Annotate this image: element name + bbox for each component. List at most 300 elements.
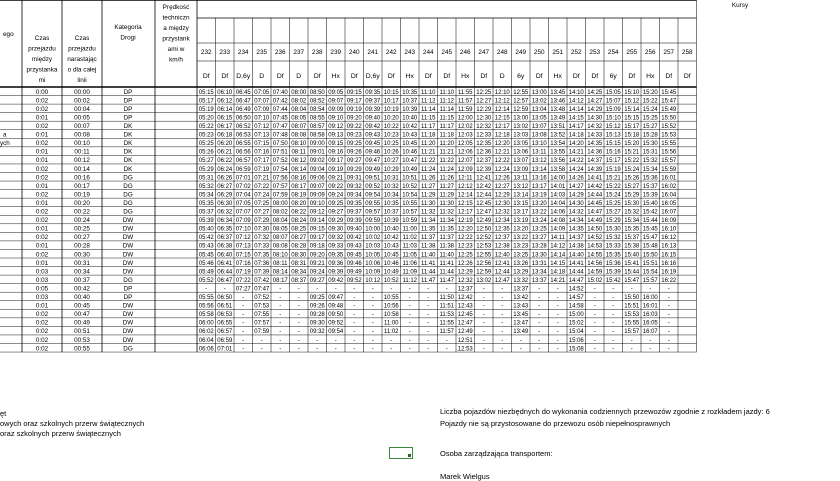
departure-time: 07:15 (254, 141, 270, 148)
departure-time: 12:26 (494, 175, 510, 182)
departure-time: 11:55 (439, 320, 455, 327)
departure-time: 13:08 (531, 132, 547, 139)
departure-time: 15:22 (624, 158, 640, 165)
departure-time: 13:03 (513, 132, 529, 139)
departure-time: - (649, 346, 652, 353)
course-code: 6y (609, 73, 617, 80)
departure-time: 09:31 (346, 175, 362, 182)
departure-time: 06:51 (217, 303, 233, 310)
course-code: Hx (553, 73, 562, 80)
departure-time: 10:46 (383, 260, 399, 267)
departure-time: 16:01 (661, 175, 677, 182)
road-category: DW (122, 336, 134, 344)
departure-time: 15:24 (624, 166, 640, 173)
departure-time: 12:32 (494, 209, 510, 216)
departure-time: - (445, 337, 448, 344)
departure-time: - (205, 286, 208, 293)
departure-time: 09:54 (328, 329, 344, 336)
departure-time: 14:47 (568, 277, 584, 284)
departure-time: - (445, 286, 448, 293)
departure-time: 07:47 (254, 286, 270, 293)
departure-time: 14:14 (550, 252, 566, 259)
departure-time: 13:37 (531, 277, 547, 284)
departure-time: 11:15 (439, 115, 455, 122)
departure-time: 09:12 (309, 209, 325, 216)
departure-time: - (390, 286, 393, 293)
departure-time: - (445, 346, 448, 353)
departure-time: 13:49 (513, 329, 529, 336)
departure-time: 15:24 (605, 192, 621, 199)
departure-time: 14:35 (568, 226, 584, 233)
departure-time: 11:02 (402, 235, 418, 242)
departure-time: 13:49 (550, 115, 566, 122)
departure-time: 07:17 (254, 158, 270, 165)
departure-time: 15:33 (605, 243, 621, 250)
departure-time: 15:30 (624, 200, 640, 207)
departure-time: 12:53 (476, 243, 492, 250)
departure-time: 09:40 (346, 226, 362, 233)
departure-time: 11:00 (402, 226, 418, 233)
departure-time: 13:22 (531, 209, 547, 216)
departure-time: 10:58 (383, 312, 399, 319)
departure-time: - (279, 329, 282, 336)
departure-time: 11:24 (420, 166, 436, 173)
departure-time: - (482, 286, 485, 293)
departure-time: 05:37 (198, 209, 214, 216)
departure-time: 05:29 (198, 166, 214, 173)
departure-time: 12:25 (457, 252, 473, 259)
departure-time: 08:11 (291, 149, 307, 156)
departure-time: 12:35 (476, 141, 492, 148)
departure-time: 13:19 (531, 192, 547, 199)
departure-time: 14:06 (550, 209, 566, 216)
departure-time: 10:20 (383, 115, 399, 122)
departure-time: - (371, 312, 374, 319)
departure-time: 13:26 (513, 260, 529, 267)
road-category: DW (122, 328, 134, 336)
departure-time: - (501, 346, 504, 353)
departure-time: 11:03 (402, 243, 418, 250)
course-code: Df (535, 73, 543, 80)
departure-time: 06:17 (217, 124, 233, 130)
departure-time: 15:37 (624, 235, 640, 242)
departure-time: - (612, 303, 615, 310)
departure-time: 09:17 (309, 235, 325, 242)
cumulative-time: 00:17 (74, 182, 90, 190)
road-category: DG (123, 191, 133, 199)
departure-time: 15:59 (661, 166, 677, 173)
course-code: Df (480, 73, 488, 80)
departure-time: 14:22 (568, 158, 584, 165)
departure-time: - (353, 295, 356, 301)
departure-time: 11:26 (439, 175, 455, 182)
departure-time: - (427, 329, 430, 336)
departure-time: 09:28 (309, 312, 325, 319)
departure-time: 09:07 (328, 98, 344, 105)
departure-time: 15:14 (624, 106, 640, 113)
departure-time: 14:45 (587, 200, 603, 207)
departure-time: 12:18 (494, 132, 510, 139)
departure-time: - (501, 320, 504, 327)
departure-time: 09:25 (309, 295, 325, 301)
departure-time: 12:06 (457, 149, 473, 156)
departure-time: 09:52 (328, 320, 344, 327)
road-category: DP (123, 114, 133, 122)
departure-time: 05:32 (198, 183, 214, 190)
departure-time: 14:04 (550, 200, 566, 207)
departure-time: - (408, 312, 411, 319)
course-code: Df (665, 73, 673, 80)
departure-time: 14:42 (587, 183, 603, 190)
departure-time: 08:37 (291, 277, 307, 284)
departure-time: 09:25 (346, 141, 362, 148)
stop-name-fragment: a (3, 131, 7, 139)
departure-time: 16:04 (661, 192, 677, 199)
departure-time: 07:42 (272, 98, 288, 105)
departure-time: 15:47 (624, 277, 640, 284)
departure-time: 11:18 (420, 132, 436, 139)
departure-time: 05:25 (198, 141, 214, 148)
departure-time: 07:40 (272, 89, 288, 96)
departure-time: 14:26 (568, 175, 584, 182)
departure-time: 10:00 (365, 226, 381, 233)
cumulative-time: 00:53 (74, 336, 90, 344)
departure-time: 14:44 (587, 192, 603, 199)
departure-time: - (538, 286, 541, 293)
departure-time: 08:24 (291, 218, 307, 225)
departure-time: - (538, 320, 541, 327)
departure-time: - (667, 320, 670, 327)
departure-time: 09:52 (365, 183, 381, 190)
segment-time: 0:02 (35, 140, 49, 148)
departure-time: 10:55 (402, 200, 418, 207)
departure-time: 12:19 (457, 218, 473, 225)
course-number: 246 (459, 49, 471, 56)
departure-time: 06:49 (235, 106, 251, 113)
course-number: 252 (570, 49, 582, 56)
departure-time: 15:21 (624, 149, 640, 156)
cumulative-time: 00:05 (74, 114, 90, 122)
departure-time: 15:32 (642, 158, 658, 165)
departure-time: 15:30 (642, 141, 658, 148)
departure-time: 06:12 (217, 98, 233, 105)
road-category: DW (122, 259, 134, 267)
header-kategoria-drogi: Drogi (120, 34, 136, 42)
departure-time: 09:49 (346, 269, 362, 276)
segment-time: 0:02 (35, 174, 49, 182)
departure-time: 12:25 (476, 89, 492, 96)
departure-time: - (390, 346, 393, 353)
departure-time: 10:19 (383, 106, 399, 113)
departure-time: 14:36 (587, 149, 603, 156)
departure-time: 08:12 (291, 158, 307, 165)
header-czas-narastajaco: narastając (67, 56, 97, 63)
departure-time: 15:42 (605, 277, 621, 284)
departure-time: 11:26 (420, 175, 436, 182)
departure-time: 12:03 (457, 132, 473, 139)
departure-time: 05:15 (198, 89, 214, 96)
departure-time: 12:52 (476, 235, 492, 242)
departure-time: 16:19 (661, 269, 677, 276)
departure-time: 14:50 (587, 226, 603, 233)
departure-time: 11:29 (420, 192, 436, 199)
departure-time: 11:41 (420, 260, 436, 267)
departure-time: - (408, 303, 411, 310)
departure-time: 10:39 (402, 106, 418, 113)
road-category: DW (122, 251, 134, 259)
departure-time: 12:24 (494, 166, 510, 173)
departure-time: - (242, 346, 245, 353)
departure-time: 07:36 (254, 260, 270, 267)
departure-time: 13:02 (476, 277, 492, 284)
departure-time: 07:21 (254, 175, 270, 182)
departure-time: 07:07 (254, 98, 270, 105)
departure-time: 11:30 (439, 200, 455, 207)
stop-name-fragment: ych (0, 140, 10, 148)
departure-time: 11:37 (439, 235, 455, 242)
departure-time: - (242, 329, 245, 336)
departure-time: - (501, 295, 504, 301)
departure-time: 12:15 (494, 115, 510, 122)
departure-time: 16:13 (661, 243, 677, 250)
segment-time: 0:03 (35, 294, 49, 301)
cumulative-time: 00:30 (74, 251, 90, 259)
departure-time: 11:44 (420, 269, 436, 276)
departure-time: 14:27 (568, 183, 584, 190)
departure-time: 08:30 (291, 252, 307, 259)
departure-time: 12:43 (457, 303, 473, 310)
departure-time: 09:09 (328, 106, 344, 113)
departure-time: 12:47 (476, 209, 492, 216)
departure-time: 09:39 (346, 218, 362, 225)
signature-checkbox[interactable] (389, 447, 413, 459)
course-code: Df (387, 73, 395, 80)
departure-time: 06:52 (235, 124, 251, 130)
departure-time: 14:15 (550, 260, 566, 267)
departure-time: - (316, 286, 319, 293)
departure-time: 15:41 (624, 260, 640, 267)
departure-time: 12:45 (457, 312, 473, 319)
header-predkosc: a między (163, 25, 189, 32)
departure-time: 14:11 (550, 235, 566, 242)
segment-time: 0:02 (35, 251, 49, 259)
departure-time: 15:18 (624, 132, 640, 139)
departure-time: - (538, 312, 541, 319)
course-code: D (259, 73, 265, 80)
departure-time: 10:51 (402, 175, 418, 182)
departure-time: 08:19 (291, 192, 307, 199)
departure-time: 09:35 (328, 252, 344, 259)
road-category: DG (123, 208, 133, 216)
departure-time: 07:09 (235, 218, 251, 225)
cumulative-time: 00:14 (74, 165, 90, 173)
header-predkosc: km/h (169, 56, 183, 64)
departure-time: 12:14 (457, 192, 473, 199)
departure-time: - (593, 312, 596, 319)
departure-time: - (630, 337, 633, 344)
departure-time: 05:20 (198, 115, 214, 122)
cumulative-time: 00:31 (74, 259, 90, 267)
departure-time: 14:41 (568, 260, 584, 267)
departure-time: 06:37 (217, 235, 233, 242)
course-code: Hx (646, 73, 655, 80)
footer-left-line-2: owych oraz szkolnych przerw świątecznych (0, 419, 145, 428)
cumulative-time: 00:49 (74, 319, 90, 327)
departure-time: - (612, 320, 615, 327)
segment-time: 0:02 (35, 328, 49, 336)
departure-time: 11:14 (439, 106, 455, 113)
departure-time: 09:05 (328, 89, 344, 96)
course-number: 257 (663, 49, 675, 56)
departure-time: 15:15 (624, 115, 640, 122)
course-code: Df (350, 73, 358, 80)
course-code: D,6y (365, 73, 380, 80)
road-category: DG (123, 345, 133, 353)
departure-time: 12:33 (476, 132, 492, 139)
departure-time: - (482, 329, 485, 336)
departure-time: 16:16 (661, 260, 677, 267)
departure-time: 07:42 (254, 277, 270, 284)
departure-time: 12:41 (476, 175, 492, 182)
departure-time: 08:14 (291, 166, 307, 173)
departure-time: 08:16 (291, 175, 307, 182)
departure-time: 10:47 (402, 158, 418, 165)
departure-time: 15:20 (624, 141, 640, 148)
departure-time: 12:26 (457, 260, 473, 267)
departure-time: 11:35 (420, 226, 436, 233)
departure-time: 11:12 (402, 277, 418, 284)
departure-time: - (297, 295, 300, 301)
departure-time: - (242, 337, 245, 344)
departure-time: 10:45 (402, 141, 418, 148)
departure-time: 09:23 (346, 132, 362, 139)
departure-time: 14:25 (587, 89, 603, 96)
course-number: 244 (422, 49, 434, 56)
departure-time: 09:17 (328, 158, 344, 165)
departure-time: - (667, 295, 670, 301)
departure-time: - (612, 337, 615, 344)
cumulative-time: 00:42 (74, 285, 90, 293)
departure-time: 10:52 (402, 183, 418, 190)
departure-time: 09:51 (365, 175, 381, 182)
departure-time: 10:35 (402, 89, 418, 96)
departure-time: 11:57 (457, 98, 473, 105)
departure-time: 05:17 (198, 98, 214, 105)
departure-time: 09:32 (328, 235, 344, 242)
segment-time: 0:01 (35, 302, 49, 310)
departure-time: 09:49 (365, 166, 381, 173)
departure-time: 10:46 (402, 149, 418, 156)
departure-time: 09:15 (328, 141, 344, 148)
departure-time: 09:29 (328, 218, 344, 225)
departure-time: 13:45 (550, 89, 566, 96)
departure-time: 06:27 (217, 183, 233, 190)
cumulative-time: 00:55 (74, 345, 90, 353)
departure-time: 08:07 (272, 235, 288, 242)
departure-time: - (427, 346, 430, 353)
departure-time: - (408, 320, 411, 327)
departure-time: 15:47 (642, 235, 658, 242)
departure-time: - (482, 346, 485, 353)
departure-time: 07:10 (235, 226, 251, 233)
road-category: DK (123, 140, 133, 148)
departure-time: 09:16 (328, 149, 344, 156)
departure-time: 07:01 (235, 175, 251, 182)
departure-time: - (353, 329, 356, 336)
departure-time: - (556, 320, 559, 327)
departure-time: 09:42 (328, 277, 344, 284)
departure-time: 06:10 (217, 89, 233, 96)
departure-time: 12:37 (494, 235, 510, 242)
departure-time: 10:35 (383, 200, 399, 207)
segment-time: 0:02 (35, 319, 49, 327)
departure-time: - (501, 312, 504, 319)
departure-time: 10:23 (383, 132, 399, 139)
departure-time: 10:29 (383, 166, 399, 173)
departure-time: 10:37 (383, 209, 399, 216)
checkbox-mark-icon (408, 454, 411, 457)
departure-time: 15:31 (642, 149, 658, 156)
departure-time: 08:07 (291, 124, 307, 130)
departure-time: 10:09 (365, 269, 381, 276)
departure-time: 12:55 (476, 252, 492, 259)
departure-time: 13:55 (550, 149, 566, 156)
departure-time: 07:27 (235, 286, 251, 293)
course-code: Df (591, 73, 599, 80)
departure-time: 10:26 (383, 149, 399, 156)
departure-time: 07:45 (272, 115, 288, 122)
departure-time: 14:41 (587, 175, 603, 182)
departure-time: 13:34 (531, 269, 547, 276)
departure-time: 09:33 (328, 243, 344, 250)
departure-time: - (593, 303, 596, 310)
departure-time: 07:55 (254, 312, 270, 319)
departure-time: 12:40 (494, 252, 510, 259)
segment-time: 0:01 (35, 157, 49, 165)
departure-time: 14:53 (587, 243, 603, 250)
departure-time: 11:20 (439, 141, 455, 148)
departure-time: 15:50 (624, 295, 640, 301)
departure-time: 14:55 (587, 252, 603, 259)
departure-time: 14:18 (568, 132, 584, 139)
segment-time: 0:02 (35, 97, 49, 105)
departure-time: - (297, 329, 300, 336)
course-number: 234 (237, 49, 249, 56)
departure-time: 13:04 (531, 106, 547, 113)
departure-time: 15:12 (605, 124, 621, 130)
course-number: 237 (293, 49, 305, 56)
departure-time: 14:58 (568, 303, 584, 310)
departure-time: 11:20 (420, 141, 436, 148)
departure-time: 07:01 (217, 346, 233, 353)
departure-time: 12:09 (457, 166, 473, 173)
departure-time: - (612, 329, 615, 336)
course-code: Df (202, 73, 210, 80)
road-category: DP (123, 97, 133, 105)
departure-time: - (519, 346, 522, 353)
segment-time: 0:01 (35, 259, 49, 267)
departure-time: - (390, 337, 393, 344)
departure-time: 14:32 (587, 124, 603, 130)
departure-time: 09:14 (309, 218, 325, 225)
departure-time: 09:55 (365, 200, 381, 207)
departure-time: 08:02 (291, 98, 307, 105)
departure-time: 12:27 (494, 183, 510, 190)
departure-time: 13:24 (531, 218, 547, 225)
departure-time: 07:56 (272, 175, 288, 182)
departure-time: 13:31 (531, 260, 547, 267)
departure-time: 11:06 (402, 260, 418, 267)
